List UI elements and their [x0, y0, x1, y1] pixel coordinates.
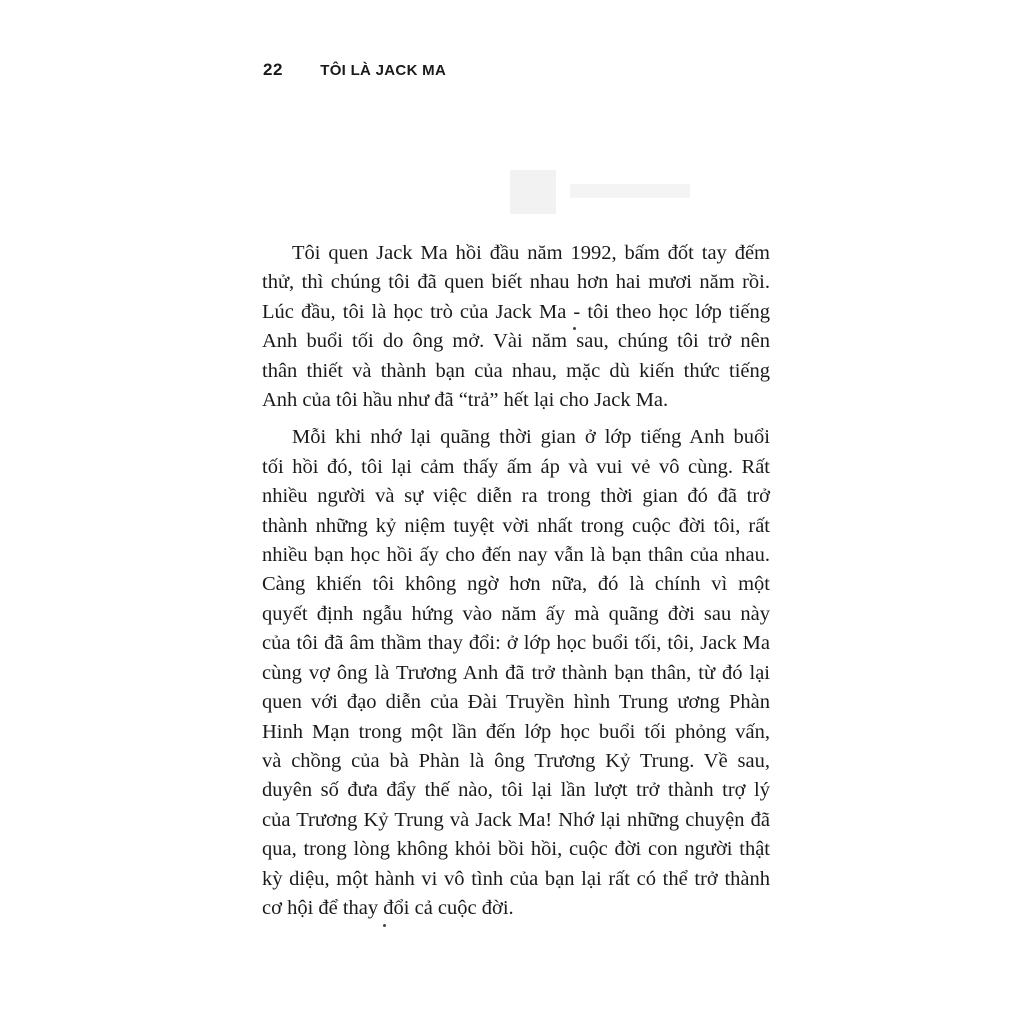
body-text [262, 239, 770, 923]
text-line: tối hồi đó, tôi lại cảm thấy ấm áp và vui vẻ vô cùng. Rất [262, 455, 770, 478]
speck-mark [573, 327, 576, 330]
page-number: 22 [263, 60, 283, 79]
text-line: cơ hội để thay đổi cả cuộc đời. [262, 896, 514, 919]
text-line: cùng vợ ông là Trương Anh đã trở thành bạn thân, từ đó lại [262, 661, 770, 684]
text-line: Tôi quen Jack Ma hồi đầu năm 1992, bấm đốt tay đếm [292, 242, 770, 264]
text-line: nhiều bạn học hồi ấy cho đến nay vẫn là bạn thân của nhau. [262, 544, 770, 567]
paragraph-1 [262, 239, 770, 415]
text-line: thành những kỷ niệm tuyệt vời nhất trong cuộc đời tôi, rất [262, 514, 770, 537]
text-line: Hinh Mạn trong một lần đến lớp học buổi tối phỏng vấn, [262, 720, 770, 743]
speck-mark [383, 924, 386, 927]
text-line: và chồng của bà Phàn là ông Trương Kỷ Trung. Về sau, [262, 749, 770, 772]
text-line: quen với đạo diễn của Đài Truyền hình Trung ương Phàn [262, 691, 770, 714]
faint-bleed-through-mark [510, 162, 710, 222]
text-line: Càng khiến tôi không ngờ hơn nữa, đó là chính vì một [262, 573, 770, 596]
book-title: TÔI LÀ JACK MA [320, 62, 447, 79]
text-line: kỳ diệu, một hành vi vô tình của bạn lại rất có thể trở thành [262, 867, 770, 890]
text-line: của tôi đã âm thầm thay đổi: ở lớp học buổi tối, tôi, Jack Ma [262, 632, 770, 655]
text-line: Anh của tôi hầu như đã “trả” hết lại cho Jack Ma. [262, 389, 669, 412]
text-line: thân thiết và thành bạn của nhau, mặc dù kiến thức tiếng [262, 359, 770, 382]
running-header [263, 60, 446, 80]
paragraph-2 [262, 423, 770, 923]
text-line: duyên số đưa đẩy thế nào, tôi lại lần lượt trở thành trợ lý [262, 779, 770, 802]
text-line: nhiều người và sự việc diễn ra trong thời gian đó đã trở [262, 485, 770, 508]
text-line: Mỗi khi nhớ lại quãng thời gian ở lớp tiếng Anh buổi [292, 426, 770, 449]
text-line: quyết định ngẫu hứng vào năm ấy mà quãng đời sau này [262, 602, 770, 625]
text-line: qua, trong lòng không khỏi bồi hồi, cuộc đời con người thật [262, 838, 770, 861]
text-line: thử, thì chúng tôi đã quen biết nhau hơn hai mươi năm rồi. [262, 271, 770, 294]
text-line: Anh buổi tối do ông mở. Vài năm sau, chúng tôi trở nên [262, 330, 770, 353]
text-line: của Trương Kỷ Trung và Jack Ma! Nhớ lại những chuyện đã [262, 808, 770, 831]
text-line: Lúc đầu, tôi là học trò của Jack Ma - tôi theo học lớp tiếng [262, 300, 770, 323]
